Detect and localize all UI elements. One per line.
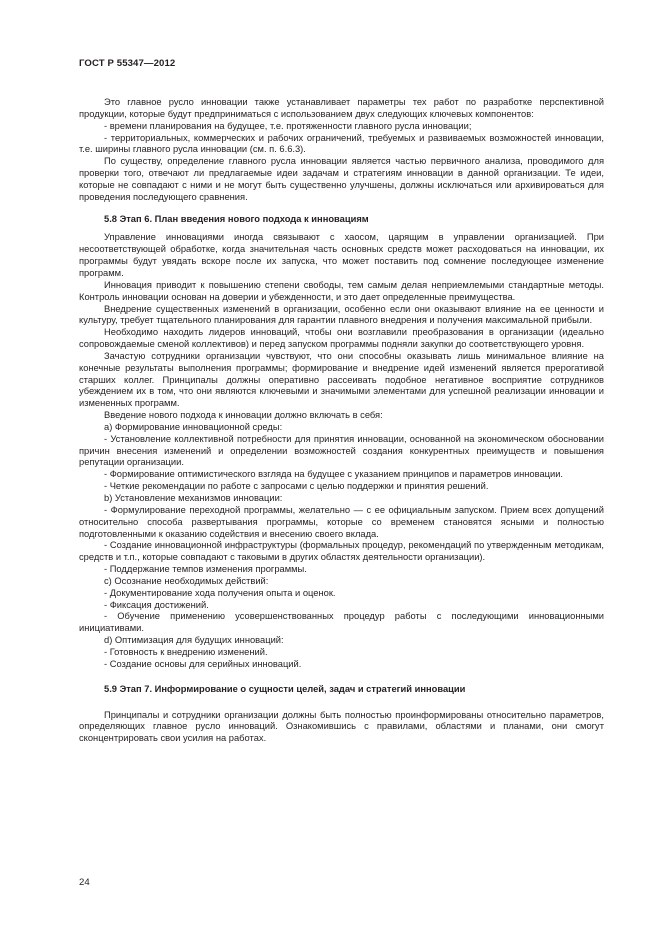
paragraph: - времени планирования на будущее, т.е. протяженности главного русла инновации; [104, 120, 472, 131]
paragraph: Принципалы и сотрудники организации должны быть полностью проинформированы относительно параметров, определяющих главное русло инноваций. Ознакомившись с правилами, областями и планами, они смогут сконцентрировать свои усилия на работах. [79, 709, 604, 744]
section-heading-5-9: 5.9 Этап 7. Информирование о сущности целей, задач и стратегий инновации [104, 683, 466, 694]
list-item: - Готовность к внедрению изменений. [104, 646, 268, 657]
section-heading-5-8: 5.8 Этап 6. План введения нового подхода к инновациям [104, 213, 369, 224]
section-5-8-body [79, 232, 604, 670]
paragraph: Инновация приводит к повышению степени свободы, тем самым делая неприемлемыми стандартные методы. Контроль инновации основан на доверии и убежденности, и это дает определенные преимущества. [79, 279, 604, 302]
intro-block [79, 97, 604, 204]
list-item: - Создание основы для серийных инноваций. [104, 658, 302, 669]
page-number: 24 [79, 877, 90, 888]
paragraph: Это главное русло инновации также устанавливает параметры тех работ по разработке перспективной продукции, которые будут предприниматься с использованием двух следующих ключевых компонентов: [79, 97, 604, 119]
list-heading: b) Установление механизмов инновации: [104, 493, 283, 503]
paragraph: - территориальных, коммерческих и рабочих ограничений, требуемых и развиваемых возможностей инновации, т.е. ширины главного русла инновации (см. п. 6.6.3). [79, 132, 604, 155]
list-item: - Документирование хода получения опыта и оценок. [104, 587, 336, 598]
list-item: - Формирование оптимистического взгляда на будущее с указанием принципов и параметров инновации. [104, 469, 564, 480]
paragraph: Необходимо находить лидеров инноваций, чтобы они возглавили преобразования в организации (идеально сопровождаемые сменой коллективов) и перед запуском программы подняли закупки до соответствующего уровня. [79, 327, 604, 350]
list-heading: c) Осознание необходимых действий: [104, 575, 269, 586]
list-item: - Фиксация достижений. [104, 599, 209, 610]
list-item: - Четкие рекомендации по работе с запросами с целью поддержки и принятия решений. [104, 481, 489, 492]
paragraph: Внедрение существенных изменений в организации, особенно если они оказывают влияние на ее ценности и культуру, требует тщательного планирования для гарантии плавного внедрения и получения максимальной прибыли. [79, 303, 604, 326]
document-header: ГОСТ Р 55347—2012 [79, 58, 176, 69]
paragraph: По существу, определение главного русла инновации является частью первичного анализа, проводимого для проверки того, отвечают ли предлагаемые идеи задачам и стратегиям инновации в данной организации. Те идеи, которые не совпадают с ними и не могут быть существенно улучшены, должны исключаться или архивироваться для проведения последующего сравнения. [79, 156, 604, 202]
list-item: - Обучение применению усовершенствованных процедур работы с последующими инновационными инициативами. [79, 611, 604, 634]
list-item: - Установление коллективной потребности для принятия инновации, основанной на экономическом обосновании причин внесения изменений и определении возможностей создания конкурентных преимуществ и повышения репутации организации. [79, 433, 604, 468]
paragraph: Управление инновациями иногда связывают с хаосом, царящим в управлении организацией. При несоответствующей обработке, когда значительная часть основных средств может расходоваться на инновации, их программы будут увядать вскоре после их запуска, что может поставить под сомнение последующее изменение программ. [79, 232, 604, 278]
paragraph: Введение нового подхода к инновации должно включать в себя: [104, 410, 383, 421]
list-item: - Поддержание темпов изменения программы. [104, 564, 307, 575]
list-item: - Формулирование переходной программы, желательно — с ее официальным запуском. Прием всех допущений относительно способа развертывания программы, которые со временем становятся ясными и полностью подготовленными к оказанию содействия и внесению своего вклада. [79, 504, 604, 539]
paragraph: Зачастую сотрудники организации чувствуют, что они способны оказывать лишь минимальное влияние на конечные результаты выполнения программы; формирование и внедрение идей изменений является прерогативой старших коллег. Принципалы должны оперативно рассеивать подобное негативное восприятие сотрудников убеждением их в том, что они являются ключевыми и значимыми элементами для успешной реализации инновации и измененных программ. [79, 350, 604, 409]
document-body [79, 97, 604, 745]
list-item: - Создание инновационной инфраструктуры (формальных процедур, рекомендаций по утвержденным методикам, средств и т.п., которые совпадают с таковыми в других областях деятельности организации). [79, 540, 604, 563]
list-heading: d) Оптимизация для будущих инноваций: [104, 635, 284, 646]
list-heading: a) Формирование инновационной среды: [104, 421, 283, 432]
section-5-9-body [79, 710, 604, 746]
